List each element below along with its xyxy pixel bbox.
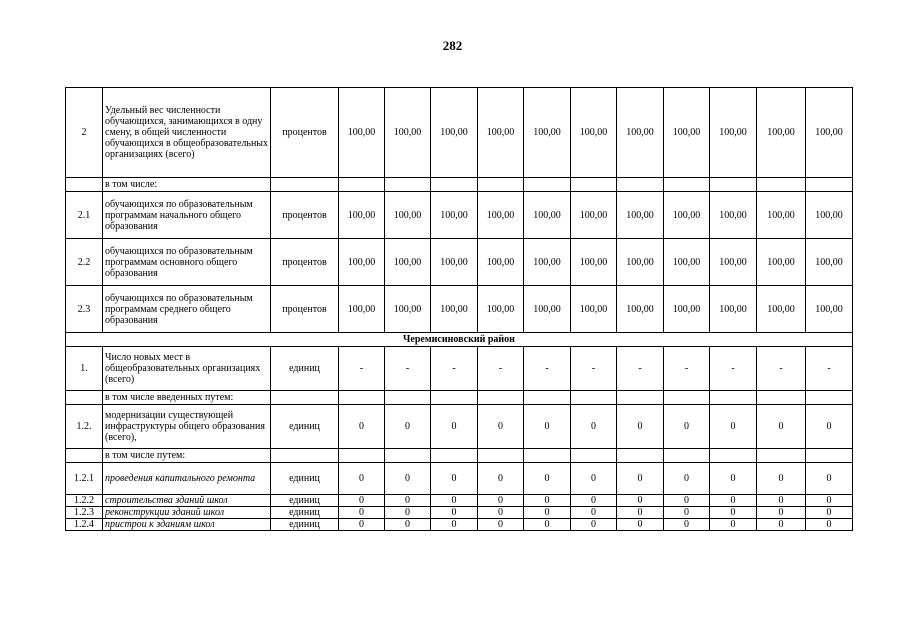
value-cell: 100,00 [806, 88, 853, 178]
row-unit: процентов [271, 286, 339, 333]
value-cell [431, 391, 478, 405]
value-cell [385, 449, 431, 463]
value-cell [806, 449, 853, 463]
value-cell: 100,00 [431, 239, 478, 286]
value-cell [571, 178, 617, 192]
value-cell: 100,00 [571, 239, 617, 286]
value-cell: 100,00 [431, 88, 478, 178]
page-number: 282 [442, 38, 463, 53]
value-cell: 100,00 [571, 88, 617, 178]
value-cell: 100,00 [339, 286, 385, 333]
value-cell: 0 [339, 507, 385, 519]
value-cell: 100,00 [710, 88, 757, 178]
value-cell: 100,00 [757, 239, 806, 286]
value-cell: - [757, 347, 806, 391]
value-cell: 0 [664, 495, 710, 507]
value-cell: 100,00 [617, 239, 664, 286]
value-cell: 100,00 [524, 192, 571, 239]
value-cell [478, 391, 524, 405]
value-cell: 0 [664, 507, 710, 519]
value-cell [806, 178, 853, 192]
table-row [66, 495, 853, 507]
value-cell: 0 [617, 463, 664, 495]
row-unit [271, 449, 339, 463]
table-row [66, 286, 853, 333]
value-cell: 0 [571, 405, 617, 449]
table-row [66, 192, 853, 239]
value-cell: - [478, 347, 524, 391]
value-cell [617, 449, 664, 463]
table-row [66, 391, 853, 405]
value-cell: 100,00 [524, 88, 571, 178]
value-cell: 0 [806, 463, 853, 495]
value-cell [339, 178, 385, 192]
value-cell: 100,00 [571, 192, 617, 239]
row-description: Удельный вес численности обучающихся, занимающихся в одну смену, в общей численности обучающихся в общеобразовательных организациях (всего) [103, 88, 271, 178]
value-cell: 100,00 [571, 286, 617, 333]
row-description: проведения капитального ремонта [103, 463, 271, 495]
value-cell [478, 178, 524, 192]
row-number: 1.2.1 [66, 463, 103, 495]
value-cell: 100,00 [806, 286, 853, 333]
value-cell: 0 [524, 507, 571, 519]
row-number: 1.2.4 [66, 519, 103, 531]
value-cell: 100,00 [757, 88, 806, 178]
row-description: пристрои к зданиям школ [103, 519, 271, 531]
row-number: 2.3 [66, 286, 103, 333]
row-description: в том числе введенных путем: [103, 391, 271, 405]
value-cell: 0 [339, 495, 385, 507]
value-cell: 0 [664, 405, 710, 449]
table-row [66, 463, 853, 495]
value-cell: 0 [710, 519, 757, 531]
value-cell [806, 391, 853, 405]
row-unit: единиц [271, 405, 339, 449]
value-cell: 0 [710, 405, 757, 449]
row-number: 1.2.3 [66, 507, 103, 519]
value-cell: 0 [478, 495, 524, 507]
value-cell [664, 391, 710, 405]
value-cell: 0 [571, 463, 617, 495]
value-cell: 0 [431, 405, 478, 449]
row-unit: единиц [271, 463, 339, 495]
value-cell: 0 [806, 507, 853, 519]
value-cell: - [385, 347, 431, 391]
value-cell [757, 449, 806, 463]
value-cell: 100,00 [710, 192, 757, 239]
value-cell [664, 178, 710, 192]
value-cell: 0 [385, 495, 431, 507]
value-cell: 100,00 [757, 192, 806, 239]
row-unit: единиц [271, 519, 339, 531]
value-cell: 100,00 [431, 192, 478, 239]
table-row [66, 347, 853, 391]
value-cell [710, 449, 757, 463]
row-number: 1.2. [66, 405, 103, 449]
value-cell [339, 391, 385, 405]
value-cell: 100,00 [385, 88, 431, 178]
value-cell: 0 [431, 519, 478, 531]
value-cell: - [617, 347, 664, 391]
value-cell: 0 [524, 405, 571, 449]
value-cell: 100,00 [806, 239, 853, 286]
value-cell: 100,00 [664, 192, 710, 239]
value-cell: 100,00 [385, 286, 431, 333]
value-cell: 0 [806, 495, 853, 507]
value-cell: - [710, 347, 757, 391]
value-cell: 0 [339, 405, 385, 449]
table-row [66, 405, 853, 449]
row-unit: единиц [271, 507, 339, 519]
value-cell: 100,00 [385, 192, 431, 239]
value-cell [571, 449, 617, 463]
value-cell: 0 [571, 495, 617, 507]
value-cell [710, 178, 757, 192]
value-cell: 0 [617, 507, 664, 519]
value-cell: 100,00 [339, 239, 385, 286]
value-cell: 100,00 [617, 286, 664, 333]
value-cell [524, 178, 571, 192]
row-description: в том числе: [103, 178, 271, 192]
value-cell: - [431, 347, 478, 391]
value-cell: 0 [710, 495, 757, 507]
value-cell [571, 391, 617, 405]
value-cell: 0 [710, 463, 757, 495]
row-number: 2.1 [66, 192, 103, 239]
table-row [66, 178, 853, 192]
value-cell: 0 [710, 507, 757, 519]
value-cell [385, 178, 431, 192]
value-cell [524, 449, 571, 463]
row-unit: процентов [271, 88, 339, 178]
value-cell: 0 [806, 405, 853, 449]
table-row [66, 239, 853, 286]
row-unit [271, 178, 339, 192]
row-unit: единиц [271, 347, 339, 391]
row-number: 2.2 [66, 239, 103, 286]
value-cell: 100,00 [431, 286, 478, 333]
row-unit [271, 391, 339, 405]
row-unit: единиц [271, 495, 339, 507]
value-cell: 0 [571, 507, 617, 519]
value-cell [664, 449, 710, 463]
value-cell: - [571, 347, 617, 391]
value-cell: 100,00 [664, 239, 710, 286]
row-description: обучающихся по образовательным программам основного общего образования [103, 239, 271, 286]
value-cell: - [524, 347, 571, 391]
value-cell: 0 [806, 519, 853, 531]
value-cell [710, 391, 757, 405]
value-cell: 0 [757, 463, 806, 495]
value-cell: 100,00 [710, 286, 757, 333]
value-cell: 100,00 [385, 239, 431, 286]
value-cell: 0 [431, 495, 478, 507]
row-unit: процентов [271, 239, 339, 286]
value-cell: 0 [431, 463, 478, 495]
value-cell: 100,00 [664, 88, 710, 178]
value-cell: 100,00 [524, 286, 571, 333]
value-cell: 0 [757, 495, 806, 507]
region-header-row [66, 333, 853, 347]
row-number: 2 [66, 88, 103, 178]
row-number [66, 449, 103, 463]
row-number: 1.2.2 [66, 495, 103, 507]
value-cell: 0 [617, 495, 664, 507]
value-cell: 0 [617, 405, 664, 449]
value-cell: 0 [478, 519, 524, 531]
value-cell: 100,00 [478, 286, 524, 333]
value-cell: 100,00 [806, 192, 853, 239]
value-cell: 0 [339, 463, 385, 495]
value-cell: 100,00 [339, 192, 385, 239]
table-row [66, 449, 853, 463]
value-cell: 0 [431, 507, 478, 519]
value-cell: 100,00 [710, 239, 757, 286]
value-cell: 0 [524, 495, 571, 507]
row-number: 1. [66, 347, 103, 391]
value-cell: 0 [571, 519, 617, 531]
value-cell [431, 178, 478, 192]
value-cell: 0 [524, 519, 571, 531]
value-cell: 0 [757, 507, 806, 519]
value-cell: 100,00 [478, 88, 524, 178]
value-cell [757, 178, 806, 192]
row-number [66, 178, 103, 192]
value-cell: 100,00 [757, 286, 806, 333]
table-row [66, 507, 853, 519]
value-cell: 0 [664, 463, 710, 495]
row-description: реконструкции зданий школ [103, 507, 271, 519]
value-cell: 0 [757, 519, 806, 531]
value-cell: 0 [617, 519, 664, 531]
table-row [66, 88, 853, 178]
value-cell [385, 391, 431, 405]
value-cell: 0 [664, 519, 710, 531]
value-cell: - [339, 347, 385, 391]
value-cell: - [664, 347, 710, 391]
value-cell [524, 391, 571, 405]
value-cell [617, 391, 664, 405]
value-cell: 100,00 [339, 88, 385, 178]
value-cell [757, 391, 806, 405]
value-cell: 100,00 [664, 286, 710, 333]
value-cell: 0 [478, 405, 524, 449]
value-cell: 0 [385, 405, 431, 449]
value-cell: 0 [757, 405, 806, 449]
row-description: модернизации существующей инфраструктуры общего образования (всего), [103, 405, 271, 449]
table-row [66, 519, 853, 531]
value-cell: 100,00 [524, 239, 571, 286]
value-cell: 0 [385, 519, 431, 531]
row-description: строительства зданий школ [103, 495, 271, 507]
value-cell [339, 449, 385, 463]
value-cell: 100,00 [478, 192, 524, 239]
row-description: Число новых мест в общеобразовательных организациях (всего) [103, 347, 271, 391]
row-description: в том числе путем: [103, 449, 271, 463]
value-cell: 0 [385, 507, 431, 519]
value-cell [478, 449, 524, 463]
row-description: обучающихся по образовательным программам среднего общего образования [103, 286, 271, 333]
value-cell: 0 [339, 519, 385, 531]
value-cell [617, 178, 664, 192]
value-cell: 100,00 [617, 192, 664, 239]
row-unit: процентов [271, 192, 339, 239]
region-title: Черемисиновский район [66, 333, 853, 347]
value-cell [431, 449, 478, 463]
value-cell: 0 [385, 463, 431, 495]
value-cell: 0 [478, 507, 524, 519]
value-cell: - [806, 347, 853, 391]
value-cell: 100,00 [617, 88, 664, 178]
value-cell: 0 [524, 463, 571, 495]
row-description: обучающихся по образовательным программам начального общего образования [103, 192, 271, 239]
indicator-table [65, 87, 853, 531]
value-cell: 100,00 [478, 239, 524, 286]
value-cell: 0 [478, 463, 524, 495]
row-number [66, 391, 103, 405]
